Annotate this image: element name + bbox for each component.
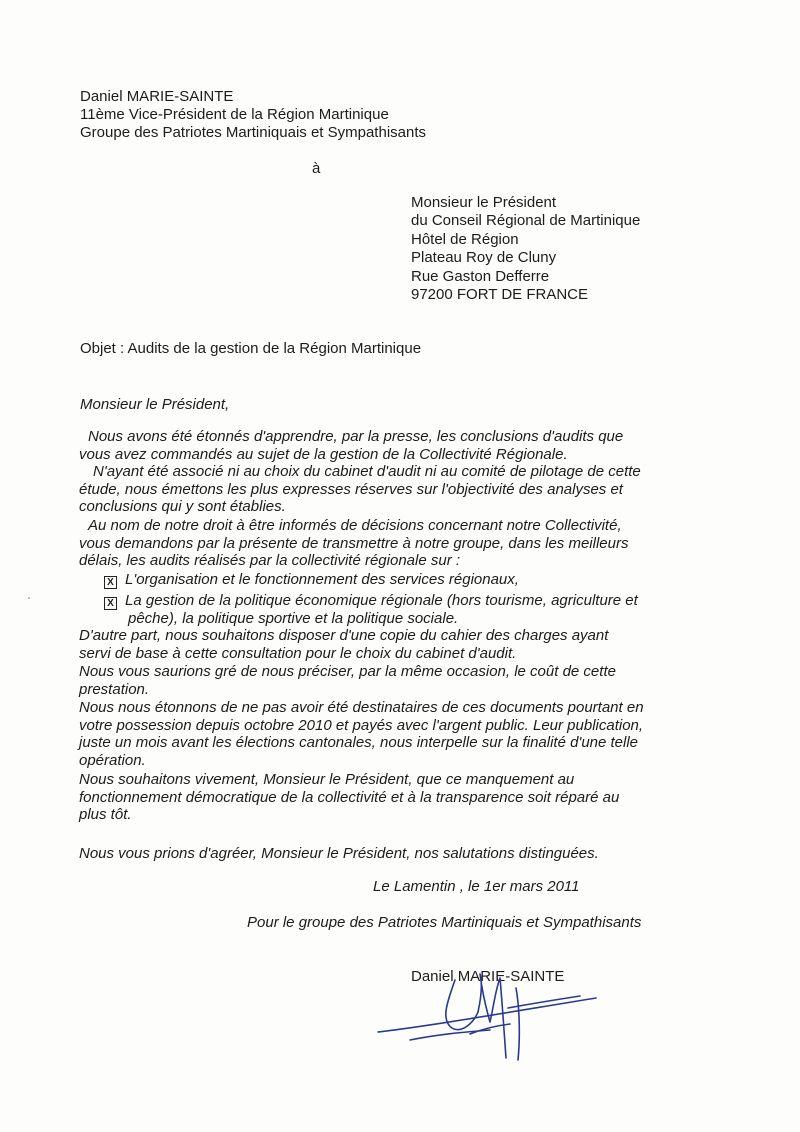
handwritten-signature: [370, 960, 610, 1070]
signing-group: Pour le groupe des Patriotes Martiniquais et Sympathisants: [247, 914, 642, 931]
text-line: Nous avons été étonnés d'apprendre, par la presse, les conclusions d'audits que: [88, 428, 624, 445]
text-line: votre possession depuis octobre 2010 et payés avec l'argent public. Leur publication,: [79, 716, 644, 734]
text-line: prestation.: [79, 680, 150, 698]
text-line: étude, nous émettons les plus expresses réserves sur l'objectivité des analyses et: [79, 480, 623, 498]
text-line: fonctionnement démocratique de la collectivité et à la transparence soit réparé au: [79, 788, 620, 806]
text-line: Nous vous saurions gré de nous préciser, par la même occasion, le coût de cette: [79, 663, 616, 680]
sender-name: Daniel MARIE-SAINTE: [80, 88, 234, 105]
text-line: Nous souhaitons vivement, Monsieur le Président, que ce manquement au: [79, 771, 575, 788]
recipient-line: Rue Gaston Defferre: [411, 267, 550, 285]
text-line: délais, les audits réalisés par la collectivité régionale sur :: [79, 552, 461, 570]
paragraph-6: [79, 699, 675, 769]
text-line: servi de base à cette consultation pour le choix du cabinet d'audit.: [79, 644, 517, 662]
signature-name: Daniel MARIE-SAINTE: [411, 968, 565, 985]
text-line: N'ayant été associé ni au choix du cabinet d'audit ni au comité de pilotage de cette: [93, 463, 641, 480]
subject-line: Objet : Audits de la gestion de la Région Martinique: [80, 340, 422, 357]
paragraph-7: [79, 771, 675, 824]
paragraph-4: [79, 627, 675, 662]
paragraph-3: [79, 517, 675, 570]
checked-box-icon: X: [104, 576, 117, 589]
sender-group: Groupe des Patriotes Martiniquais et Sympathisants: [80, 124, 427, 141]
sender-role: 11ème Vice-Président de la Région Martinique: [80, 106, 389, 123]
recipient-line: Plateau Roy de Cluny: [411, 249, 557, 267]
checklist-item-2: [104, 592, 684, 627]
text-line: Nous nous étonnons de ne pas avoir été destinataires de ces documents pourtant en: [79, 699, 644, 716]
checklist-item-label: pêche), la politique sportive et la politique sociale.: [128, 609, 459, 627]
text-line: plus tôt.: [79, 806, 132, 824]
recipient-line: 97200 FORT DE FRANCE: [411, 285, 589, 303]
text-line: conclusions qui y sont établies.: [79, 498, 286, 516]
text-line: vous avez commandés au sujet de la gestion de la Collectivité Régionale.: [79, 445, 568, 463]
checked-box-icon: X: [104, 597, 117, 610]
sender-block: [80, 88, 426, 142]
recipient-block: [411, 194, 640, 304]
paragraph-1: [79, 428, 675, 463]
recipient-line: Monsieur le Président: [411, 194, 557, 211]
text-line: juste un mois avant les élections cantonales, nous interpelle sur la finalité d'une telle: [79, 734, 639, 752]
to-word: à: [312, 160, 321, 177]
recipient-line: du Conseil Régional de Martinique: [411, 212, 641, 230]
checklist-item-1: [104, 571, 519, 589]
text-line: D'autre part, nous souhaitons disposer d'une copie du cahier des charges ayant: [79, 627, 609, 644]
recipient-line: Hôtel de Région: [411, 230, 519, 248]
text-line: opération.: [79, 751, 146, 769]
salutation: Monsieur le Président,: [80, 396, 230, 413]
paper-speck: [28, 597, 30, 599]
place-and-date: Le Lamentin , le 1er mars 2011: [373, 878, 580, 895]
paragraph-2: [79, 463, 675, 516]
checklist-item-label: L'organisation et le fonctionnement des services régionaux,: [125, 571, 519, 588]
paragraph-5: [79, 663, 675, 698]
closing-formula: Nous vous prions d'agréer, Monsieur le Président, nos salutations distinguées.: [79, 845, 599, 862]
text-line: vous demandons par la présente de transmettre à notre groupe, dans les meilleurs: [79, 534, 629, 552]
checklist-item-label: La gestion de la politique économique régionale (hors tourisme, agriculture et: [125, 592, 638, 609]
text-line: Au nom de notre droit à être informés de décisions concernant notre Collectivité,: [88, 517, 622, 534]
